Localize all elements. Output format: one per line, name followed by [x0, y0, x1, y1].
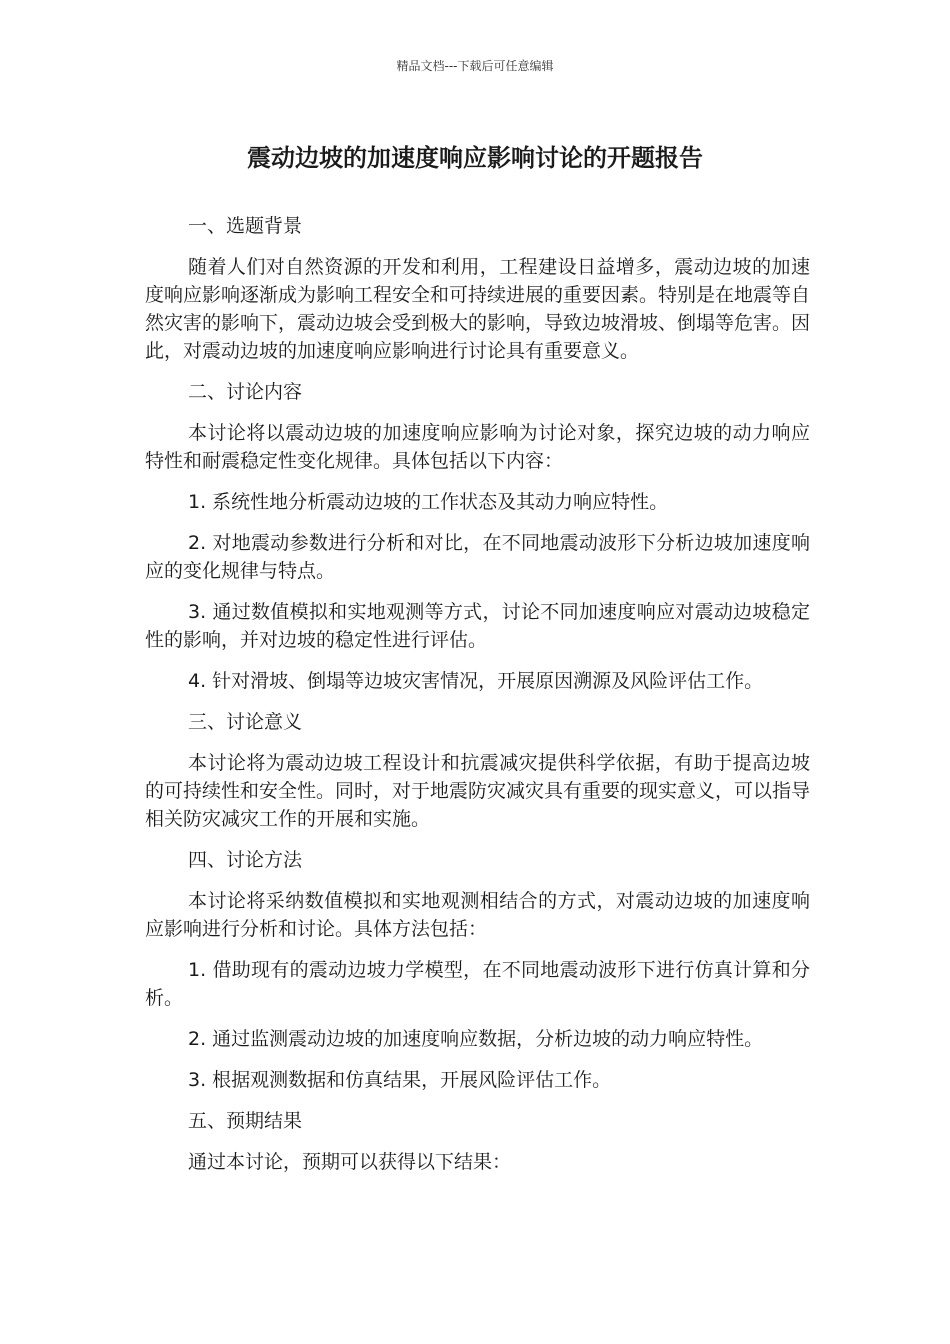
list-item-content-4: 4. 针对滑坡、倒塌等边坡灾害情况，开展原因溯源及风险评估工作。: [188, 670, 764, 692]
list-item-content-1: 1. 系统性地分析震动边坡的工作状态及其动力响应特性。: [188, 491, 669, 513]
list-item-method-1: 1. 借助现有的震动边坡力学模型，在不同地震动波形下进行仿真计算和分析。: [145, 959, 810, 1009]
list-item-content-2: 2. 对地震动参数进行分析和对比，在不同地震动波形下分析边坡加速度响应的变化规律与特点。: [145, 532, 810, 582]
list-item-method-2: 2. 通过监测震动边坡的加速度响应数据，分析边坡的动力响应特性。: [188, 1028, 764, 1050]
section-heading-significance: 三、讨论意义: [188, 711, 303, 733]
paragraph-significance: 本讨论将为震动边坡工程设计和抗震减灾提供科学依据，有助于提高边坡的可持续性和安全性。同时，对于地震防灾减灾具有重要的现实意义，可以指导相关防灾减灾工作的开展和实施。: [145, 752, 811, 830]
section-heading-background: 一、选题背景: [188, 215, 303, 237]
list-item-content-3: 3. 通过数值模拟和实地观测等方式，讨论不同加速度响应对震动边坡稳定性的影响，并对边坡的稳定性进行评估。: [145, 601, 810, 651]
paragraph-expected-results: 通过本讨论，预期可以获得以下结果：: [188, 1151, 512, 1173]
section-heading-method: 四、讨论方法: [188, 849, 303, 871]
section-heading-expected-results: 五、预期结果: [188, 1110, 303, 1132]
paragraph-content-intro: 本讨论将以震动边坡的加速度响应影响为讨论对象，探究边坡的动力响应特性和耐震稳定性变化规律。具体包括以下内容：: [145, 422, 810, 472]
document-body: [145, 212, 810, 1189]
document-title: 震动边坡的加速度响应影响讨论的开题报告: [247, 144, 703, 172]
paragraph-background: 随着人们对自然资源的开发和利用，工程建设日益增多，震动边坡的加速度响应影响逐渐成为影响工程安全和可持续进展的重要因素。特别是在地震等自然灾害的影响下，震动边坡会受到极大的影响，导致边坡滑坡、倒塌等危害。因此，对震动边坡的加速度响应影响进行讨论具有重要意义。: [145, 256, 811, 362]
paragraph-method-intro: 本讨论将采纳数值模拟和实地观测相结合的方式，对震动边坡的加速度响应影响进行分析和讨论。具体方法包括：: [145, 890, 810, 940]
list-item-method-3: 3. 根据观测数据和仿真结果，开展风险评估工作。: [188, 1069, 612, 1091]
section-heading-content: 二、讨论内容: [188, 381, 303, 403]
header-note: 精品文档---下载后可任意编辑: [396, 59, 554, 73]
